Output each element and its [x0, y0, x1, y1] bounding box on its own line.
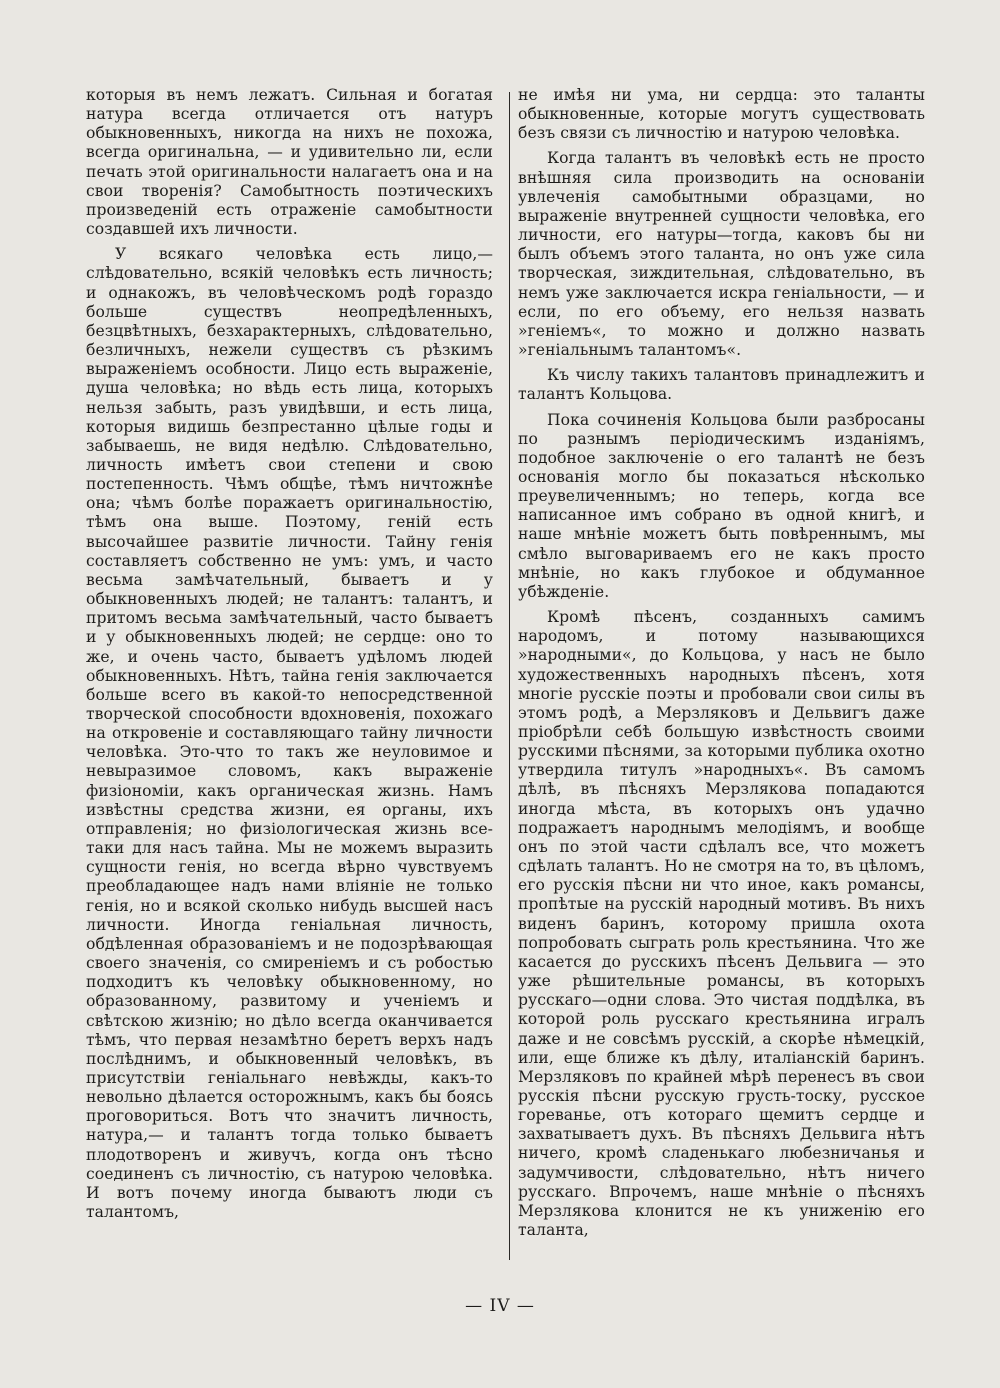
paragraph: Когда талантъ въ человѣкѣ есть не просто внѣшняя сила производить на основаніи увлеченія самобытными образцами, но выраженіе внутренней сущности человѣка, его личности, его натуры—тогда, каковъ бы ни былъ объемъ этого таланта, но онъ уже сила творческая, зиждительная, слѣдовательно, въ немъ уже заключается искра геніальности, — и если, по его объему, его нельзя назвать »геніемъ«, то можно и должно назвать »геніальнымъ талантомъ«. — [518, 149, 925, 360]
paragraph: У всякаго человѣка есть лицо,—слѣдовательно, всякій человѣкъ есть личность; и однакожъ, въ человѣческомъ родѣ гораздо больше существъ неопредѣленныхъ, безцвѣтныхъ, безхарактерныхъ, слѣдовательно, безличныхъ, нежели существъ съ рѣзкимъ выраженіемъ особности. Лицо есть выраженіе, душа человѣка; но вѣдь есть лица, которыхъ нельзя забыть, разъ увидѣвши, и есть лица, которыя видишь безпрестанно цѣлые годы и забываешь, не видя недѣлю. Слѣдовательно, личность имѣетъ свои степени и свою постепенность. Чѣмъ общѣе, тѣмъ ничтожнѣе она; чѣмъ болѣе поражаетъ оригинальностію, тѣмъ она выше. Поэтому, геній есть высочайшее развитіе личности. Тайну генія составляетъ собственно не умъ: умъ, и часто весьма замѣчательный, бываетъ и у обыкновенныхъ людей; не талантъ: талантъ, и притомъ весьма замѣчательный, часто бываетъ и у обыкновенныхъ людей; не сердце: оно то же, и очень часто, бываетъ удѣломъ людей обыкновенныхъ. Нѣтъ, тайна генія заключается больше всего въ какой-то непосредственной творческой способности вдохновенія, похожаго на откровеніе и составляющаго тайну личности человѣка. Это-что то такъ же неуловимое и невыразимое словомъ, какъ выраженіе физіономіи, какъ органическая жизнь. Намъ извѣстны средства жизни, ея органы, ихъ отправленія; но физіологическая жизнь все-таки для насъ тайна. Мы не можемъ выразить сущности генія, но всегда вѣрно чувствуемъ преобладающее надъ нами вліяніе не только генія, но и всякой сколько нибудь высшей насъ личности. Иногда геніальная личность, обдѣленная образованіемъ и не подозрѣвающая своего значенія, со смиреніемъ и съ робостью подходитъ къ человѣку обыкновенному, но образованному, развитому и ученіемъ и свѣтскою жизнію; но дѣло всегда оканчивается тѣмъ, что первая незамѣтно беретъ верхъ надъ послѣднимъ, и обыкновенный человѣкъ, въ присутствіи геніальнаго невѣжды, какъ-то невольно дѣлается осторожнымъ, какъ бы боясь проговориться. Вотъ что значитъ личность, натура,— и талантъ тогда только бываетъ плодотворенъ и живучъ, когда онъ тѣсно соединенъ съ личностію, съ натурою человѣка. И вотъ почему иногда бываютъ люди съ талантомъ, — [86, 245, 493, 1222]
page-number: — IV — — [465, 1296, 535, 1316]
paragraph: Къ числу такихъ талантовъ принадлежитъ и талантъ Кольцова. — [518, 366, 925, 404]
paragraph: которыя въ немъ лежатъ. Сильная и богатая натура всегда отличается отъ натуръ обыкновенныхъ, никогда на нихъ не похожа, всегда оригинальна, — и удивительно ли, если печать этой оригинальности налагаетъ она и на свои творенія? Самобытность поэтическихъ произведеній есть отраженіе самобытности создавшей ихъ личности. — [86, 86, 493, 239]
paragraph: не имѣя ни ума, ни сердца: это таланты обыкновенные, которые могутъ существовать безъ связи съ личностію и натурою человѣка. — [518, 86, 925, 143]
column-divider — [509, 92, 510, 1260]
right-column — [518, 86, 925, 1240]
left-column — [86, 86, 493, 1222]
paragraph: Пока сочиненія Кольцова были разбросаны по разнымъ періодическимъ изданіямъ, подобное заключеніе о его талантѣ не безъ основанія могло бы показаться нѣсколько преувеличеннымъ; но теперь, когда все написанное имъ собрано въ одной книгѣ, и наше мнѣніе можетъ быть повѣреннымъ, мы смѣло выговариваемъ его не какъ просто мнѣніе, но какъ глубокое и обдуманное убѣжденіе. — [518, 410, 925, 601]
paragraph: Кромѣ пѣсенъ, созданныхъ самимъ народомъ, и потому называющихся »народными«, до Кольцова, у насъ не было художественныхъ народныхъ пѣсенъ, хотя многіе русскіе поэты и пробовали свои силы въ этомъ родѣ, а Мерзляковъ и Дельвигъ даже пріобрѣли себѣ большую извѣстность своими русскими пѣснями, за которыми публика охотно утвердила титулъ »народныхъ«. Въ самомъ дѣлѣ, въ пѣсняхъ Мерзлякова попадаются иногда мѣста, въ которыхъ онъ удачно подражаетъ народнымъ мелодіямъ, и вообще онъ по этой части сдѣлалъ все, что можетъ сдѣлать талантъ. Но не смотря на то, въ цѣломъ, его русскія пѣсни ни что иное, какъ романсы, пропѣтые на русскій народный мотивъ. Въ нихъ виденъ баринъ, которому пришла охота попробовать сыграть роль крестьянина. Что же касается до русскихъ пѣсенъ Дельвига — это уже рѣшительные романсы, въ которыхъ русскаго—одни слова. Это чистая поддѣлка, въ которой роль русскаго крестьянина игралъ даже и не совсѣмъ русскій, а скорѣе нѣмецкій, или, еще ближе къ дѣлу, италіанскій баринъ. Мерзляковъ по крайней мѣрѣ перенесъ въ свои русскія пѣсни русскую грусть-тоску, русское гореванье, отъ котораго щемитъ сердце и захватываетъ духъ. Въ пѣсняхъ Дельвига нѣтъ ничего, кромѣ сладенькаго любезничанья и задумчивости, слѣдовательно, нѣтъ ничего русскаго. Впрочемъ, наше мнѣніе о пѣсняхъ Мерзлякова клонится не къ униженію его таланта, — [518, 608, 925, 1240]
